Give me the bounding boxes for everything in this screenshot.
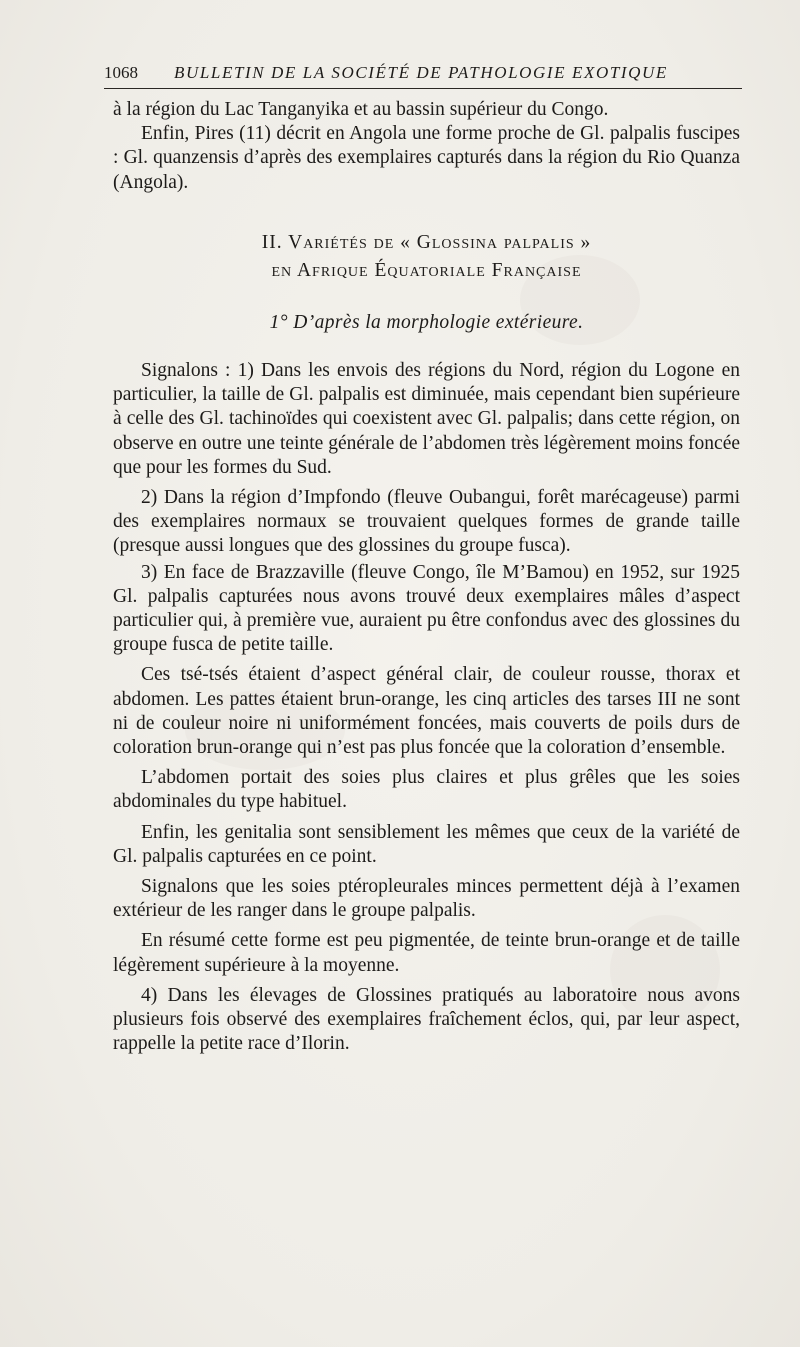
section-heading-line-2: en Afrique Équatoriale Française — [271, 259, 582, 281]
paragraph-item-3: 3) En face de Brazzaville (fleuve Congo, île M’Bamou) en 1952, sur 1925 Gl. palpalis capturées nous avons trouvé deux exemplaires mâles d’aspect particulier qui, à première vue, auraient pu être confondus avec des glossines du groupe fusca de petite taille. — [113, 561, 740, 656]
paragraph-soies: Signalons que les soies ptéropleurales minces permettent déjà à l’examen extérieur de les ranger dans le groupe palpalis. — [113, 876, 740, 922]
paragraph-item-2: 2) Dans la région d’Impfondo (fleuve Oubangui, forêt marécageuse) parmi des exemplaires normaux se trouvaient quelques formes de grande taille (presque aussi longues que des glossines du groupe fusca). — [113, 487, 740, 557]
section-heading — [113, 229, 740, 285]
running-title: BULLETIN DE LA SOCIÉTÉ DE PATHOLOGIE EXOTIQUE — [174, 63, 668, 82]
paragraph-abdomen: L’abdomen portait des soies plus claires et plus grêles que les soies abdominales du type habituel. — [113, 767, 740, 813]
paragraph-continuation: à la région du Lac Tanganyika et au bassin supérieur du Congo. — [113, 99, 609, 120]
paragraph-genitalia: Enfin, les genitalia sont sensiblement les mêmes que ceux de la variété de Gl. palpalis capturées en ce point. — [113, 821, 740, 867]
paragraph-item-1: Signalons : 1) Dans les envois des régions du Nord, région du Logone en particulier, la taille de Gl. palpalis est diminuée, mais cependant bien supérieure à celle des Gl. tachinoïdes qui coexistent avec Gl. palpalis; dans cette région, on observe en outre une teinte générale de l’abdomen très légèrement moins foncée que pour les formes du Sud. — [113, 360, 740, 478]
subsection-heading: 1° D’après la morphologie extérieure. — [269, 311, 584, 333]
paragraph-resume: En résumé cette forme est peu pigmentée, de teinte brun-orange et de taille légèrement supérieure à la moyenne. — [113, 930, 740, 976]
page-header — [104, 60, 742, 89]
section-heading-line-1: II. Variétés de « Glossina palpalis » — [261, 231, 592, 253]
paragraph-item-4: 4) Dans les élevages de Glossines pratiqués au laboratoire nous avons plusieurs fois observé des exemplaires fraîchement éclos, qui, par leur aspect, rappelle la petite race d’Ilorin. — [113, 984, 740, 1055]
article-body — [113, 98, 740, 1057]
page-number: 1068 — [104, 63, 138, 82]
paragraph-pires: Enfin, Pires (11) décrit en Angola une forme proche de Gl. palpalis fuscipes : Gl. quanzensis d’après des exemplaires capturés dans la région du Rio Quanza (Angola). — [113, 123, 740, 193]
paragraph-description: Ces tsé-tsés étaient d’aspect général clair, de couleur rousse, thorax et abdomen. Les pattes étaient brun-orange, les cinq articles des tarses III ne sont ni de couleur noire ni uniformément foncées, mais couverts de poils durs de coloration brun-orange qui n’est pas plus foncée que la coloration d’ensemble. — [113, 664, 740, 759]
